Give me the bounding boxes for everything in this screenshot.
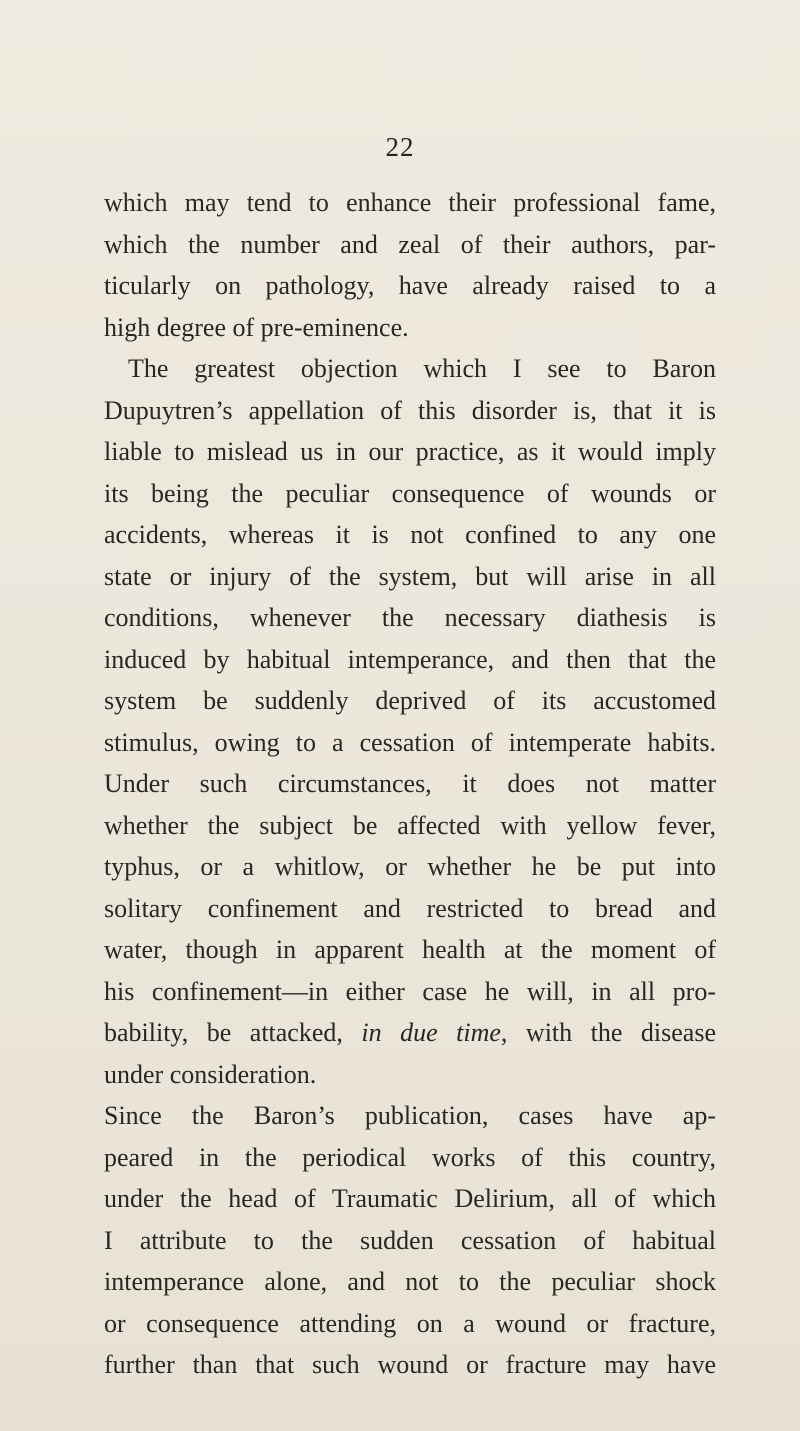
- text-line: Dupuytren’s appellation of this disorder is, that it is: [104, 395, 716, 425]
- text-line: liable to mislead us in our practice, as it would imply: [104, 437, 716, 466]
- text-run: bability, be attacked,: [104, 1018, 362, 1047]
- text-line: typhus, or a whitlow, or whether he be put into: [104, 852, 716, 881]
- text-line: Since the Baron’s publication, cases have ap-: [104, 1101, 716, 1130]
- text-line: water, though in apparent health at the moment of: [104, 935, 716, 964]
- text-line: conditions, whenever the necessary diathesis is: [104, 603, 716, 632]
- text-line: state or injury of the system, but will arise in all: [104, 561, 716, 591]
- text-line: intemperance alone, and not to the peculiar shock: [104, 1267, 716, 1296]
- text-line: stimulus, owing to a cessation of intemperate habits.: [104, 727, 716, 757]
- text-line: under the head of Traumatic Delirium, all of which: [104, 1184, 716, 1213]
- text-line: which may tend to enhance their professional fame,: [104, 188, 716, 217]
- text-line: whether the subject be affected with yellow fever,: [104, 810, 716, 840]
- text-line: further than that such wound or fracture may have: [104, 1350, 716, 1379]
- text-line: induced by habitual intemperance, and then that the: [104, 644, 716, 674]
- text-line: which the number and zeal of their authors, par-: [104, 229, 716, 259]
- page-number: 22: [385, 132, 415, 162]
- text-line: The greatest objection which I see to Baron: [128, 354, 716, 383]
- text-run: , with the disease: [500, 1018, 716, 1047]
- text-line: its being the peculiar consequence of wounds or: [104, 478, 716, 508]
- text-line: or consequence attending on a wound or fracture,: [104, 1308, 716, 1338]
- text-line: peared in the periodical works of this country,: [104, 1142, 716, 1172]
- text-line-italic: [104, 1012, 716, 1054]
- text-line: his confinement—in either case he will, in all pro-: [104, 976, 716, 1006]
- body-text: [104, 182, 716, 1386]
- italic-phrase: in due time: [361, 1018, 501, 1047]
- text-line: accidents, whereas it is not confined to any one: [104, 520, 716, 549]
- text-line: I attribute to the sudden cessation of habitual: [104, 1225, 716, 1255]
- text-line: system be suddenly deprived of its accustomed: [104, 686, 716, 715]
- text-line: under consideration.: [104, 1059, 317, 1089]
- text-line: Under such circumstances, it does not matter: [104, 769, 716, 798]
- text-line: ticularly on pathology, have already raised to a: [104, 271, 716, 300]
- text-line: high degree of pre-eminence.: [104, 312, 409, 342]
- text-line: solitary confinement and restricted to bread and: [104, 893, 716, 923]
